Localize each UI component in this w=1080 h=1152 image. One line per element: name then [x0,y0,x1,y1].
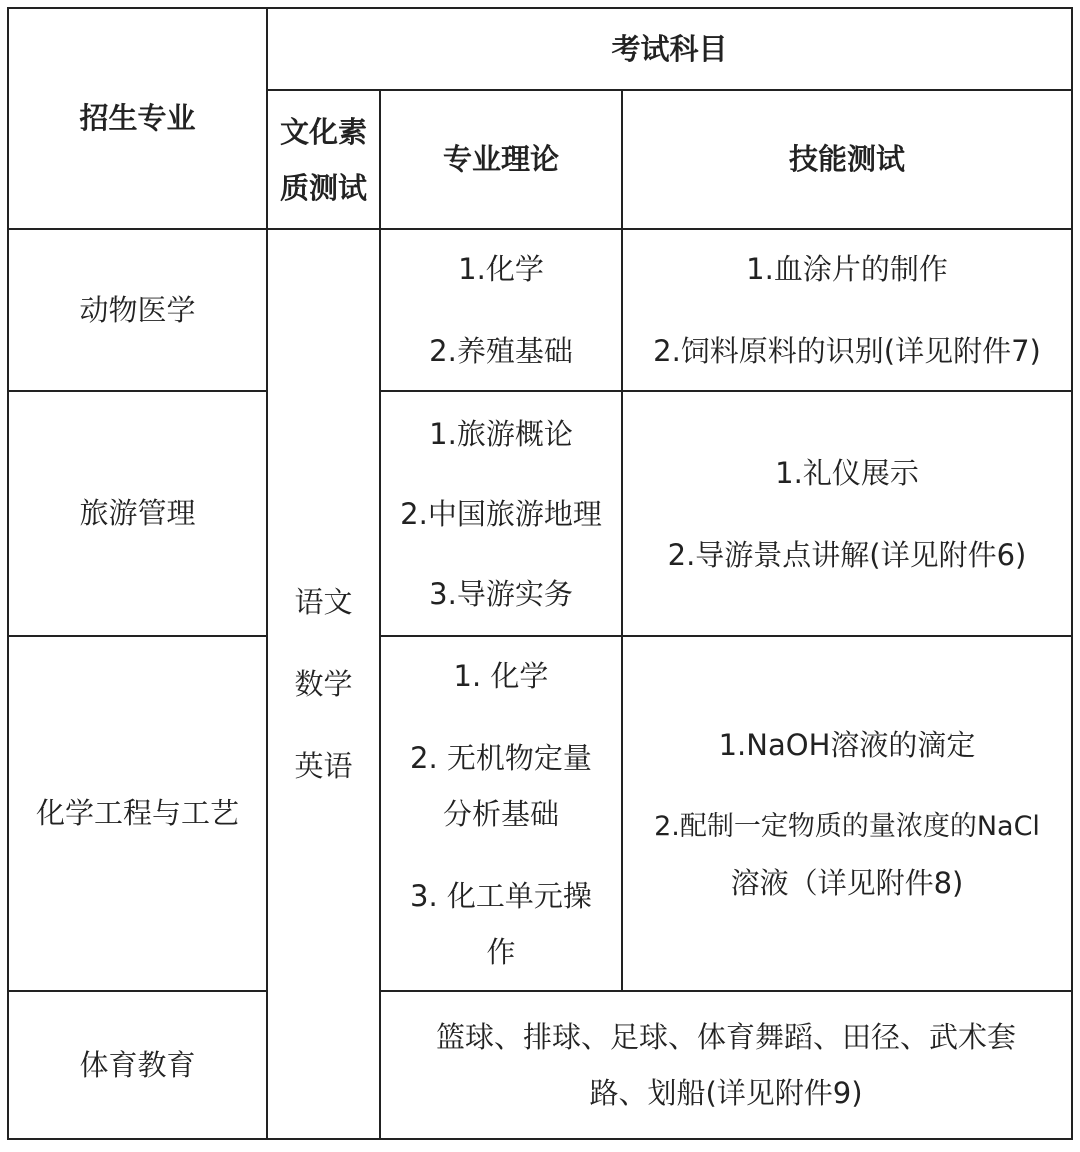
culture-subjects-cell [268,230,379,1138]
merged-exam-line: 路、划船(详见附件9) [589,1076,863,1110]
theory-item: 1.化学 [458,252,544,286]
header-skill-label: 技能测试 [788,142,905,177]
skill-item: 2.配制一定物质的量浓度的NaCl [654,810,1040,842]
culture-subject: 语文 [294,585,353,619]
theory-item: 1. 化学 [453,658,549,693]
major-name: 体育教育 [79,1047,196,1082]
header-culture-test-line: 文化素 [279,114,367,149]
theory-item: 1.旅游概论 [429,416,573,451]
merged-exam-line: 篮球、排球、足球、体育舞蹈、田径、武术套 [435,1020,1016,1054]
header-exam-subjects-label: 考试科目 [611,31,728,66]
header-major [9,9,266,228]
major-name: 化学工程与工艺 [35,796,239,831]
table-row-theory [381,637,621,990]
theory-item: 分析基础 [442,796,559,831]
table-row-theory [381,392,621,635]
table-border-bottom [7,1138,1073,1140]
skill-item: 1.血涂片的制作 [746,252,948,286]
skill-item: 1.礼仪展示 [775,455,919,490]
skill-item: 溶液（详见附件8) [730,865,964,900]
theory-item: 2.中国旅游地理 [400,496,602,531]
skill-item: 2.饲料原料的识别(详见附件7) [653,334,1041,368]
major-name: 动物医学 [79,292,196,327]
skill-item: 2.导游景点讲解(详见附件6) [667,537,1027,572]
header-theory [381,91,621,228]
header-major-label: 招生专业 [79,101,196,136]
table-row-major [9,992,266,1138]
header-skill [623,91,1071,228]
table-border-right [1071,7,1073,1140]
theory-item: 作 [486,934,516,969]
table-row-merged-exam [381,992,1071,1138]
table-row-skill [623,392,1071,635]
table-row-major [9,230,266,390]
culture-subject: 数学 [294,667,353,701]
header-exam-subjects [268,9,1071,89]
table-row-skill [623,637,1071,990]
table-row-major [9,637,266,990]
table-row-major [9,392,266,635]
skill-item: 1.NaOH溶液的滴定 [718,727,976,762]
table-row-theory [381,230,621,390]
theory-item: 2. 无机物定量 [410,740,592,775]
header-culture-test [268,91,379,228]
culture-subject: 英语 [294,749,353,783]
theory-item: 3. 化工单元操 [410,878,592,913]
header-theory-label: 专业理论 [442,142,559,177]
table-row-skill [623,230,1071,390]
major-name: 旅游管理 [79,496,196,531]
header-culture-test-line: 质测试 [279,170,367,205]
theory-item: 3.导游实务 [429,576,573,611]
theory-item: 2.养殖基础 [429,334,573,368]
